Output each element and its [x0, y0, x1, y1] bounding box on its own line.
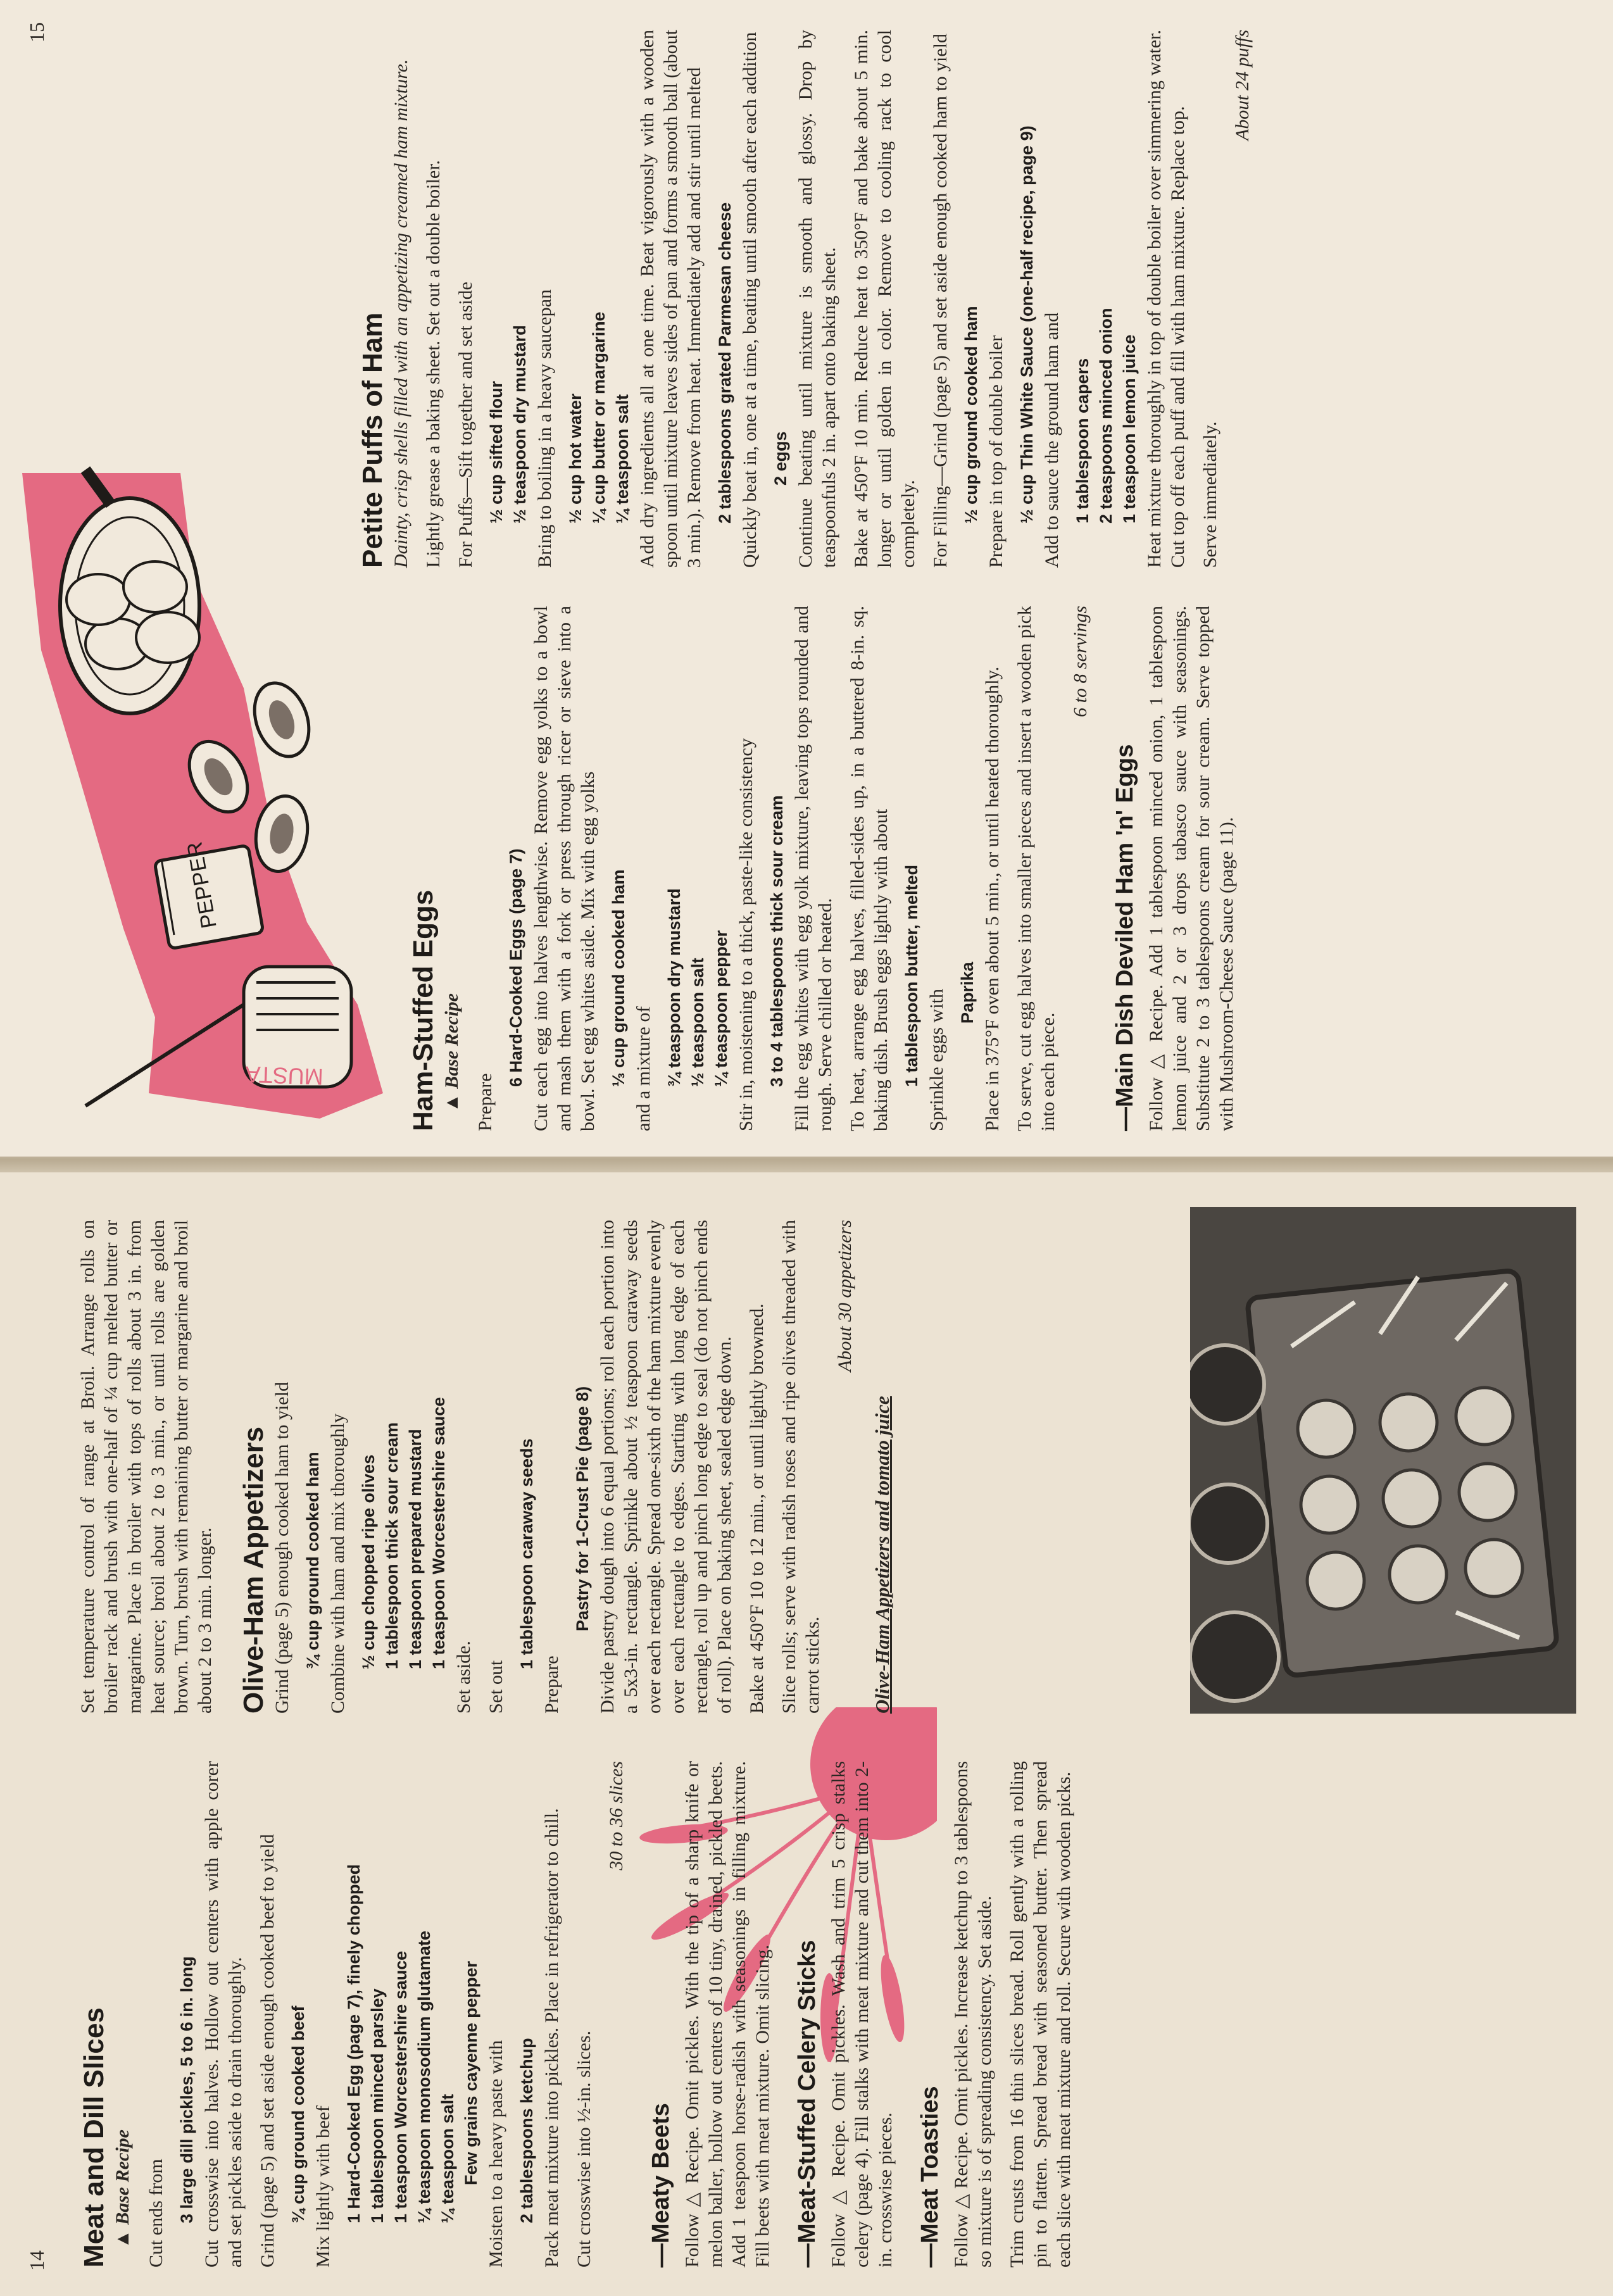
recipe-title: Petite Puffs of Ham	[357, 312, 388, 568]
instruction: Pack meat mixture into pickles. Place in refrigerator to chill.	[541, 1808, 562, 2268]
right-column-2	[355, 30, 1263, 568]
ingredient: ½ cup ground cooked ham	[962, 306, 981, 524]
ingredient: 1 tablespoon minced parsley	[368, 1988, 387, 2223]
instruction: Divide pastry dough into 6 equal portions; roll each portion into a 5x3-in. rectangle. Sprinkle about ½ teaspoon caraway seeds over each rectangle. Spread one-sixth of the ham mixture evenly over each rectangle to edges. Starting with long edge of each rectangle, roll up and pinch long edge to seal (do not pinch ends of roll). Place on baking sheet, sealed edge down.	[597, 1220, 735, 1714]
instruction: For Puffs—Sift together and set aside	[455, 282, 476, 568]
variation-title: —Meat-Stuffed Celery Sticks	[794, 1940, 820, 2268]
yield: 30 to 36 slices	[606, 1761, 627, 1871]
ingredient: ¼ teaspoon salt	[438, 2093, 457, 2223]
ingredient: ½ teaspoon dry mustard	[510, 325, 529, 524]
variation-text: Follow △ Recipe. Omit pickles. With the tip of a sharp knife or melon baller, hollow out centers of 10 tiny, drained, pickled beets. Add 1 teaspoon horse-radish with seasonings in filling mixture. Fill beets with meat mixture. Omit slicing.	[682, 1761, 773, 2268]
instruction: Bring to boiling in a heavy saucepan	[534, 289, 555, 568]
ingredient: ¾ cup ground cooked beef	[289, 2005, 308, 2223]
instruction: Grind (page 5) and set aside enough cooked beef to yield	[257, 1834, 278, 2268]
ingredient: Paprika	[958, 962, 977, 1024]
ingredient: 2 tablespoons ketchup	[517, 2038, 536, 2223]
variation-text: Follow △ Recipe. Omit pickles. Wash and trim 5 crisp stalks celery (page 4). Fill stalks with meat mixture and cut them into 2-in. crosswise pieces.	[828, 1761, 896, 2268]
instruction: Mix lightly with beef	[313, 2105, 334, 2268]
instruction: Set aside.	[453, 1641, 474, 1714]
instruction: Stir in, moistening to a thick, paste-like consistency	[736, 738, 756, 1131]
ingredient: 1 teaspoon Worcestershire sauce	[391, 1950, 410, 2223]
ingredient: ¾ teaspoon dry mustard	[665, 888, 684, 1087]
ingredient: ½ cup chopped ripe olives	[359, 1454, 378, 1669]
instruction: For Filling—Grind (page 5) and set aside enough cooked ham to yield	[930, 34, 951, 568]
instruction: Cut ends from	[146, 2159, 166, 2268]
ingredient: ½ teaspoon salt	[688, 957, 707, 1087]
ingredient: ¼ teaspoon monosodium glutamate	[415, 1930, 434, 2223]
base-recipe-label: ▲ Base Recipe	[112, 2130, 133, 2249]
page-number: 15	[25, 22, 48, 42]
ingredient: 1 Hard-Cooked Egg (page 7), finely chopped	[344, 1864, 363, 2223]
instruction: Lightly grease a baking sheet. Set out a double boiler.	[423, 160, 444, 568]
ingredient: ⅓ cup ground cooked ham	[609, 869, 628, 1087]
left-column-2	[76, 1220, 905, 1714]
variation-text: Follow △ Recipe. Add 1 tablespoon minced onion, 1 tablespoon lemon juice and 2 or 3 drops tabasco sauce with seasonings. Substitute 2 to 3 tablespoons cream for sour cream. Serve topped with Mushroom-Cheese Sauce (page 11).	[1146, 606, 1237, 1131]
instruction: and a mixture of	[633, 1006, 654, 1131]
photo-caption: Olive-Ham Appetizers and tomato juice	[871, 1396, 893, 1714]
instruction: Cut each egg into halves lengthwise. Remove egg yolks to a bowl and mash them with a fork or press through ricer or sieve into a bowl. Set egg whites aside. Mix with egg yolks	[530, 606, 598, 1131]
ingredient: ¾ cup ground cooked ham	[303, 1452, 322, 1669]
base-recipe-label: ▲ Base Recipe	[441, 993, 462, 1112]
variation-title: —Meaty Beets	[648, 2103, 674, 2268]
instruction: Slice rolls; serve with radish roses and ripe olives threaded with carrot sticks.	[779, 1220, 823, 1714]
kitchen-illustration	[3, 467, 396, 1131]
ingredient: ¼ teaspoon salt	[613, 394, 632, 524]
instruction: Bake at 450°F 10 to 12 min., or until lightly browned.	[746, 1303, 767, 1714]
instruction: Fill the egg whites with egg yolk mixture, leaving tops rounded and rough. Serve chilled or heated.	[791, 606, 836, 1131]
instruction: Prepare in top of double boiler	[986, 335, 1007, 568]
ingredient: 1 tablespoon capers	[1073, 358, 1092, 524]
instruction: To heat, arrange egg halves, filled-sides up, in a buttered 8-in. sq. baking dish. Brush eggs lightly with about	[847, 606, 891, 1131]
appetizer-photo	[1190, 1207, 1576, 1714]
right-column-1	[405, 606, 1247, 1131]
ingredient: 1 teaspoon lemon juice	[1120, 334, 1139, 524]
ingredient: Few grains cayenne pepper	[461, 1960, 480, 2185]
ingredient: 1 teaspoon Worcestershire sauce	[429, 1396, 448, 1669]
ingredient: ½ cup Thin White Sauce (one-half recipe, page 9)	[1017, 125, 1036, 524]
variation-text: Trim crusts from 16 thin slices bread. Roll gently with a rolling pin to flatten. Spread bread with seasoned butter. Then spread each slice with meat mixture and roll. Secure with wooden picks.	[1007, 1761, 1074, 2268]
variation-text: Follow △ Recipe. Omit pickles. Increase ketchup to 3 tablespoons so mixture is of spreading consistency. Set aside.	[951, 1761, 995, 2268]
instruction: Set temperature control of range at Broil. Arrange rolls on broiler rack and brush with one-half of ¼ cup melted butter or margarine. Place in broiler with tops of rolls about 3 in. from heat source; broil about 2 to 3 min., or until rolls are golden brown. Turn, brush with remaining butter or margarine and broil about 2 to 3 min. longer.	[77, 1220, 215, 1714]
instruction: Heat mixture thoroughly in top of double boiler over simmering water. Cut top off each puff and fill with ham mixture. Replace top.	[1144, 30, 1188, 568]
tray-image	[1190, 1207, 1576, 1714]
ingredient: 1 tablespoon caraway seeds	[517, 1438, 536, 1669]
instruction: To serve, cut egg halves into smaller pieces and insert a wooden pick into each piece.	[1014, 606, 1058, 1131]
instruction: Continue beating until mixture is smooth and glossy. Drop by teaspoonfuls 2 in. apart onto baking sheet.	[795, 30, 839, 568]
page-number: 14	[25, 2250, 48, 2271]
instruction: Grind (page 5) enough cooked ham to yield	[272, 1381, 292, 1714]
instruction: Prepare	[475, 1073, 496, 1131]
variation-title: —Main Dish Deviled Ham 'n' Eggs	[1112, 744, 1138, 1131]
ingredient: 2 teaspoons minced onion	[1096, 308, 1115, 524]
variation-title: —Meat Toasties	[917, 2086, 943, 2268]
instruction: Set out	[486, 1660, 506, 1714]
instruction: Place in 375°F oven about 5 min., or until heated thoroughly.	[982, 666, 1003, 1131]
ingredient: 3 to 4 tablespoons thick sour cream	[767, 795, 786, 1087]
ingredient: 1 teaspoon prepared mustard	[406, 1429, 425, 1669]
ingredient: 1 tablespoon thick sour cream	[382, 1422, 401, 1669]
recipe-subtitle: Dainty, crisp shells filled with an appetizing creamed ham mixture.	[391, 59, 411, 568]
instruction: Bake at 450°F 10 min. Reduce heat to 350°F and bake about 5 min. longer or until golden in color. Remove to cooling rack to cool completely.	[851, 30, 919, 568]
ingredient: 3 large dill pickles, 5 to 6 in. long	[177, 1956, 196, 2223]
ingredient: 2 tablespoons grated Parmesan cheese	[715, 202, 734, 524]
yield: About 30 appetizers	[834, 1220, 855, 1372]
yield: About 24 puffs	[1232, 30, 1253, 141]
ingredient: ½ cup hot water	[566, 393, 585, 524]
instruction: Prepare	[541, 1655, 562, 1714]
instruction: Sprinkle eggs with	[926, 989, 947, 1131]
ingredient: ½ cup sifted flour	[487, 380, 506, 524]
ingredient: 2 eggs	[771, 431, 790, 486]
ingredient: ¼ teaspoon pepper	[712, 930, 731, 1087]
instruction: Moisten to a heavy paste with	[486, 2040, 506, 2268]
ingredient: 6 Hard-Cooked Eggs (page 7)	[506, 848, 525, 1087]
instruction: Combine with ham and mix thoroughly	[327, 1413, 348, 1714]
mustard-label: MUSTA	[244, 1061, 324, 1090]
left-column-1	[76, 1761, 1084, 2268]
instruction: Add to sauce the ground ham and	[1041, 312, 1062, 568]
ingredient: Pastry for 1-Crust Pie (page 8)	[573, 1386, 592, 1631]
instruction: Cut crosswise into halves. Hollow out centers with apple corer and set pickles aside to drain thoroughly.	[201, 1761, 246, 2268]
recipe-title: Meat and Dill Slices	[78, 2007, 110, 2268]
recipe-title: Ham-Stuffed Eggs	[408, 889, 439, 1131]
pepper-label: PEPPER	[182, 839, 222, 931]
ingredient: ¼ cup butter or margarine	[589, 311, 608, 524]
instruction: Serve immediately.	[1200, 421, 1221, 568]
instruction: Cut crosswise into ½-in. slices.	[574, 2030, 594, 2268]
ingredient: 1 tablespoon butter, melted	[902, 864, 921, 1087]
yield: 6 to 8 servings	[1070, 606, 1091, 717]
instruction: Add dry ingredients all at one time. Beat vigorously with a wooden spoon until mixture leaves sides of pan and forms a smooth ball (about 3 min.). Remove from heat. Immediately add and stir until melted	[637, 30, 705, 568]
instruction: Quickly beat in, one at a time, beating until smooth after each addition	[739, 32, 760, 568]
recipe-title: Olive-Ham Appetizers	[238, 1426, 269, 1714]
left-page	[0, 1169, 1613, 2296]
